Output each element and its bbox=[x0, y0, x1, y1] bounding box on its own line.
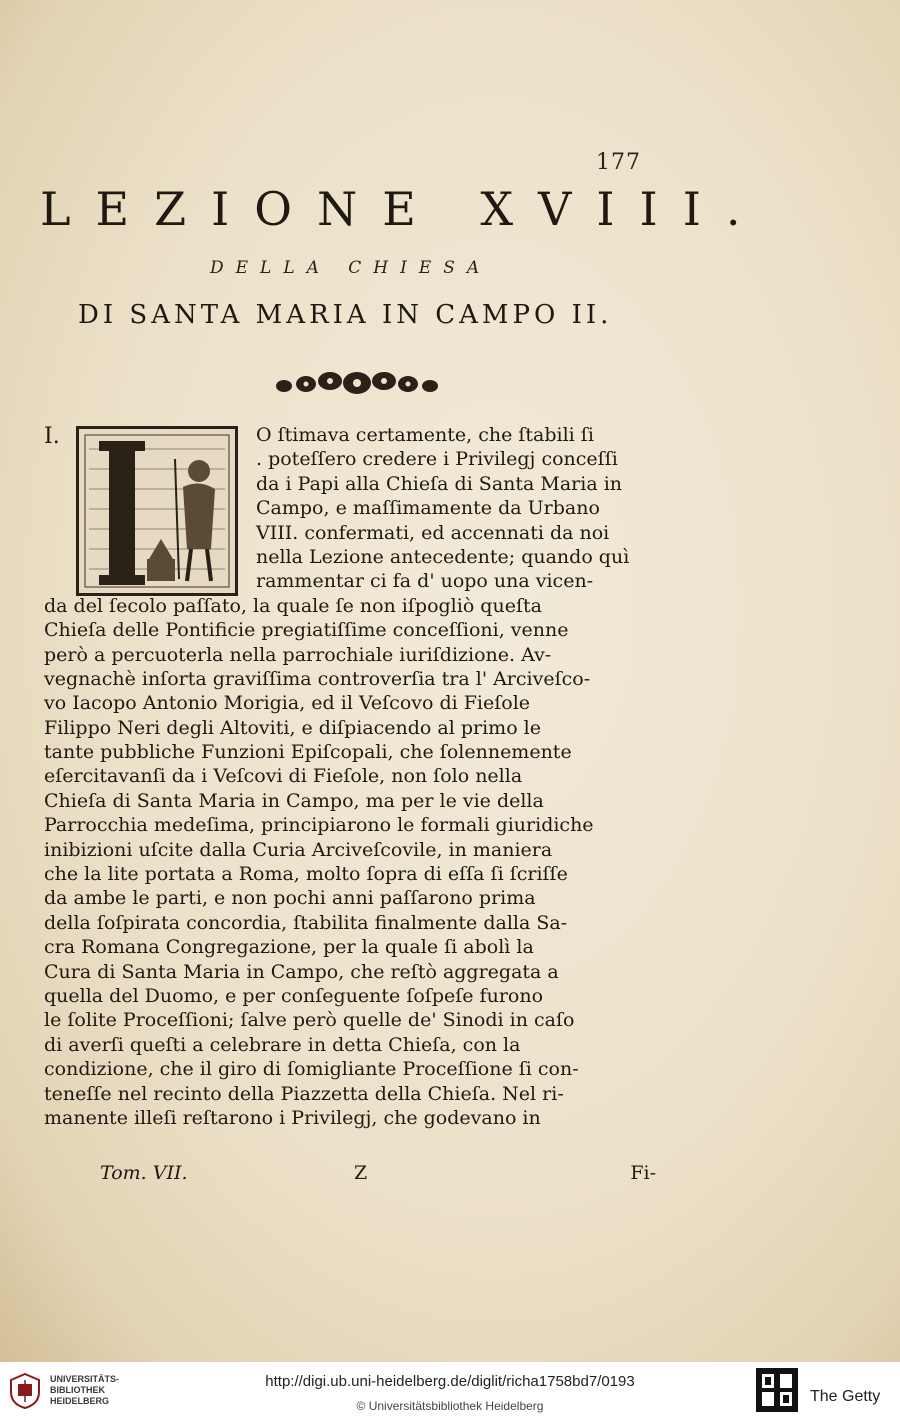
uni-name-line-1: UNIVERSITÄTS- bbox=[50, 1374, 120, 1384]
text-line: . poteſſero credere i Privilegj conceſſi bbox=[256, 448, 618, 471]
source-url-link[interactable]: http://digi.ub.uni-heidelberg.de/diglit/richa1758bd7/0193 bbox=[265, 1373, 635, 1390]
text-line: quella del Duomo, e per conſeguente ſoſpeſe furono bbox=[44, 984, 544, 1007]
text-line: da ambe le parti, e non pochi anni paſſarono prima bbox=[44, 887, 536, 910]
text-line: della ſoſpirata concordia, ſtabilita finalmente dalla Sa- bbox=[44, 911, 568, 934]
getty-logo-icon bbox=[756, 1368, 798, 1412]
text-line: vo Iacopo Antonio Morigia, ed il Veſcovo di Fieſole bbox=[44, 692, 531, 715]
text-line: Parrocchia medeſima, principiarono le formali giuridiche bbox=[44, 814, 594, 837]
text-line: manente illeſi reſtarono i Privilegj, che godevano in bbox=[44, 1106, 541, 1129]
text-line: Chieſa di Santa Maria in Campo, ma per le vie della bbox=[44, 789, 544, 812]
text-line: teneſſe nel recinto della Piazzetta della Chieſa. Nel ri- bbox=[44, 1082, 564, 1105]
body-text bbox=[44, 423, 676, 1130]
text-line: le ſolite Proceſſioni; ſalve però quelle de' Sinodi in caſo bbox=[44, 1009, 575, 1032]
text-line: O ſtimava certamente, che ſtabili ſi bbox=[256, 424, 594, 446]
uni-name-line-2: BIBLIOTHEK bbox=[50, 1385, 105, 1395]
text-line: tante pubbliche Funzioni Epiſcopali, che ſolennemente bbox=[44, 741, 572, 764]
subtitle-line-1: DELLA CHIESA bbox=[210, 258, 492, 278]
subtitle-line-2: DI SANTA MARIA IN CAMPO II. bbox=[78, 300, 613, 330]
catchline bbox=[44, 1162, 676, 1190]
text-line: condizione, che il giro di ſomigliante Proceſſione ſi con- bbox=[44, 1058, 579, 1081]
uni-name-line-3: HEIDELBERG bbox=[50, 1396, 110, 1406]
volume-label: Tom. VII. bbox=[100, 1162, 188, 1184]
section-number: I. bbox=[44, 424, 60, 449]
signature-mark: Z bbox=[354, 1162, 368, 1184]
text-line: rammentar ci fa d' uopo una vicen- bbox=[256, 570, 594, 593]
text-line: vegnachè inſorta graviſſima controverſia tra l' Arciveſco- bbox=[44, 667, 591, 690]
text-line: di averſi queſti a celebrare in detta Chieſa, con la bbox=[44, 1033, 521, 1056]
text-line: Chieſa delle Pontificie pregiatiſſime conceſſioni, venne bbox=[44, 619, 569, 642]
text-line: eſercitavanſi da i Veſcovi di Fieſole, non ſolo nella bbox=[44, 765, 523, 788]
text-line: cra Romana Congregazione, per la quale ſi abolì la bbox=[44, 936, 534, 959]
text-line: da del ſecolo paſſato, la quale ſe non iſpogliò queſta bbox=[44, 594, 542, 617]
text-line: però a percuoterla nella parrochiale iuriſdizione. Av- bbox=[44, 643, 552, 666]
getty-name: The Getty bbox=[810, 1388, 881, 1405]
text-line: nella Lezione antecedente; quando quì bbox=[256, 545, 630, 568]
text-line: Filippo Neri degli Altoviti, e diſpiacendo al primo le bbox=[44, 716, 541, 739]
text-line: VIII. confermati, ed accennati da noi bbox=[256, 521, 610, 544]
catchword: Fi- bbox=[630, 1162, 656, 1184]
text-line: che la lite portata a Roma, molto ſopra di eſſa ſi ſcriſſe bbox=[44, 863, 568, 886]
text-line: Cura di Santa Maria in Campo, che reſtò aggregata a bbox=[44, 960, 559, 983]
chapter-title: LEZIONE XVIII. bbox=[40, 182, 766, 236]
copyright-notice: © Universitätsbibliothek Heidelberg bbox=[356, 1399, 544, 1413]
text-line: da i Papi alla Chieſa di Santa Maria in bbox=[256, 472, 623, 495]
text-line: Campo, e maſſimamente da Urbano bbox=[256, 497, 600, 520]
ornament-icon bbox=[272, 364, 442, 402]
page-number: 177 bbox=[596, 150, 641, 175]
text-line: inibizioni uſcite dalla Curia Arciveſcovile, in maniera bbox=[44, 838, 553, 861]
